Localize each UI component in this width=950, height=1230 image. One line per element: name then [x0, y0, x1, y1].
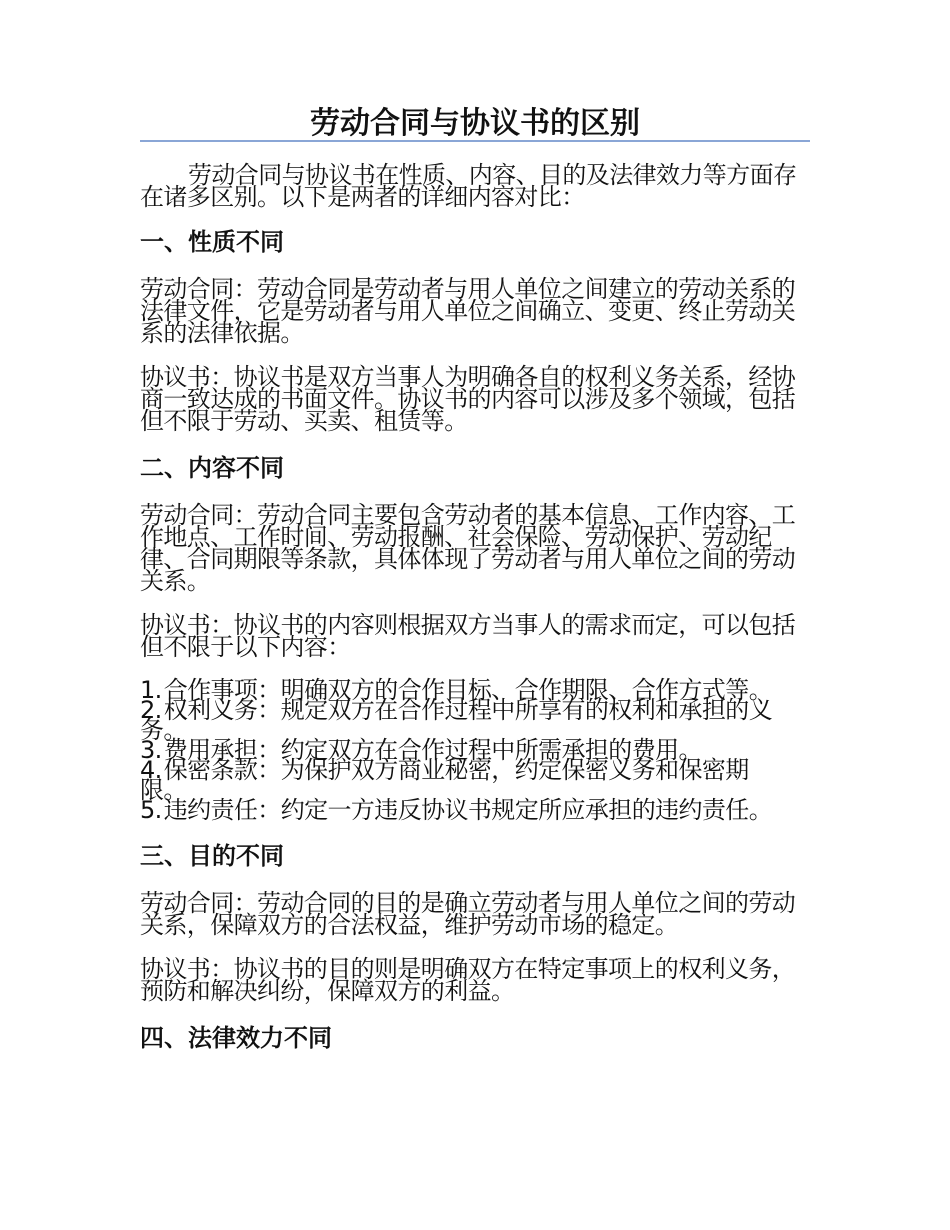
- list-item: 2.权利义务：规定双方在合作过程中所享有的权利和承担的义务。: [140, 696, 773, 744]
- list-item: 1.合作事项：明确双方的合作目标、合作期限、合作方式等。: [140, 676, 773, 704]
- title-underline: [140, 100, 810, 142]
- intro-paragraph: 劳动合同与协议书在性质、内容、目的及法律效力等方面存在诸多区别。以下是两者的详细内容对比：: [140, 161, 797, 211]
- paragraph-nature-contract: 劳动合同：劳动合同是劳动者与用人单位之间建立的劳动关系的法律文件，它是劳动者与用人单位之间确立、变更、终止劳动关系的法律依据。: [140, 275, 796, 347]
- paragraph-purpose-agreement: 协议书：协议书的目的则是明确双方在特定事项上的权利义务，预防和解决纠纷，保障双方的利益。: [140, 955, 796, 1005]
- document-page: [140, 100, 810, 1052]
- paragraph-content-agreement: 协议书：协议书的内容则根据双方当事人的需求而定，可以包括但不限于以下内容：: [140, 611, 796, 661]
- paragraph-content-contract: 劳动合同：劳动合同主要包含劳动者的基本信息、工作内容、工作地点、工作时间、劳动报酬、社会保险、劳动保护、劳动纪律、合同期限等条款，具体体现了劳动者与用人单位之间的劳动关系。: [140, 501, 796, 595]
- list-item: 5.违约责任：约定一方违反协议书规定所应承担的违约责任。: [140, 796, 773, 824]
- section-heading-legal-effect: 四、法律效力不同: [140, 1024, 332, 1052]
- agreement-content-list: [140, 676, 780, 824]
- document-title: 劳动合同与协议书的区别: [310, 106, 640, 141]
- list-item: 4.保密条款：为保护双方商业秘密，约定保密义务和保密期限。: [140, 756, 749, 804]
- paragraph-purpose-contract: 劳动合同：劳动合同的目的是确立劳动者与用人单位之间的劳动关系，保障双方的合法权益，维护劳动市场的稳定。: [140, 889, 796, 939]
- list-item: 3.费用承担：约定双方在合作过程中所需承担的费用。: [140, 736, 702, 764]
- section-heading-purpose: 三、目的不同: [140, 842, 284, 870]
- section-heading-nature: 一、性质不同: [140, 228, 284, 256]
- paragraph-nature-agreement: 协议书：协议书是双方当事人为明确各自的权利义务关系，经协商一致达成的书面文件。协议书的内容可以涉及多个领域，包括但不限于劳动、买卖、租赁等。: [140, 363, 796, 435]
- section-heading-content: 二、内容不同: [140, 454, 284, 482]
